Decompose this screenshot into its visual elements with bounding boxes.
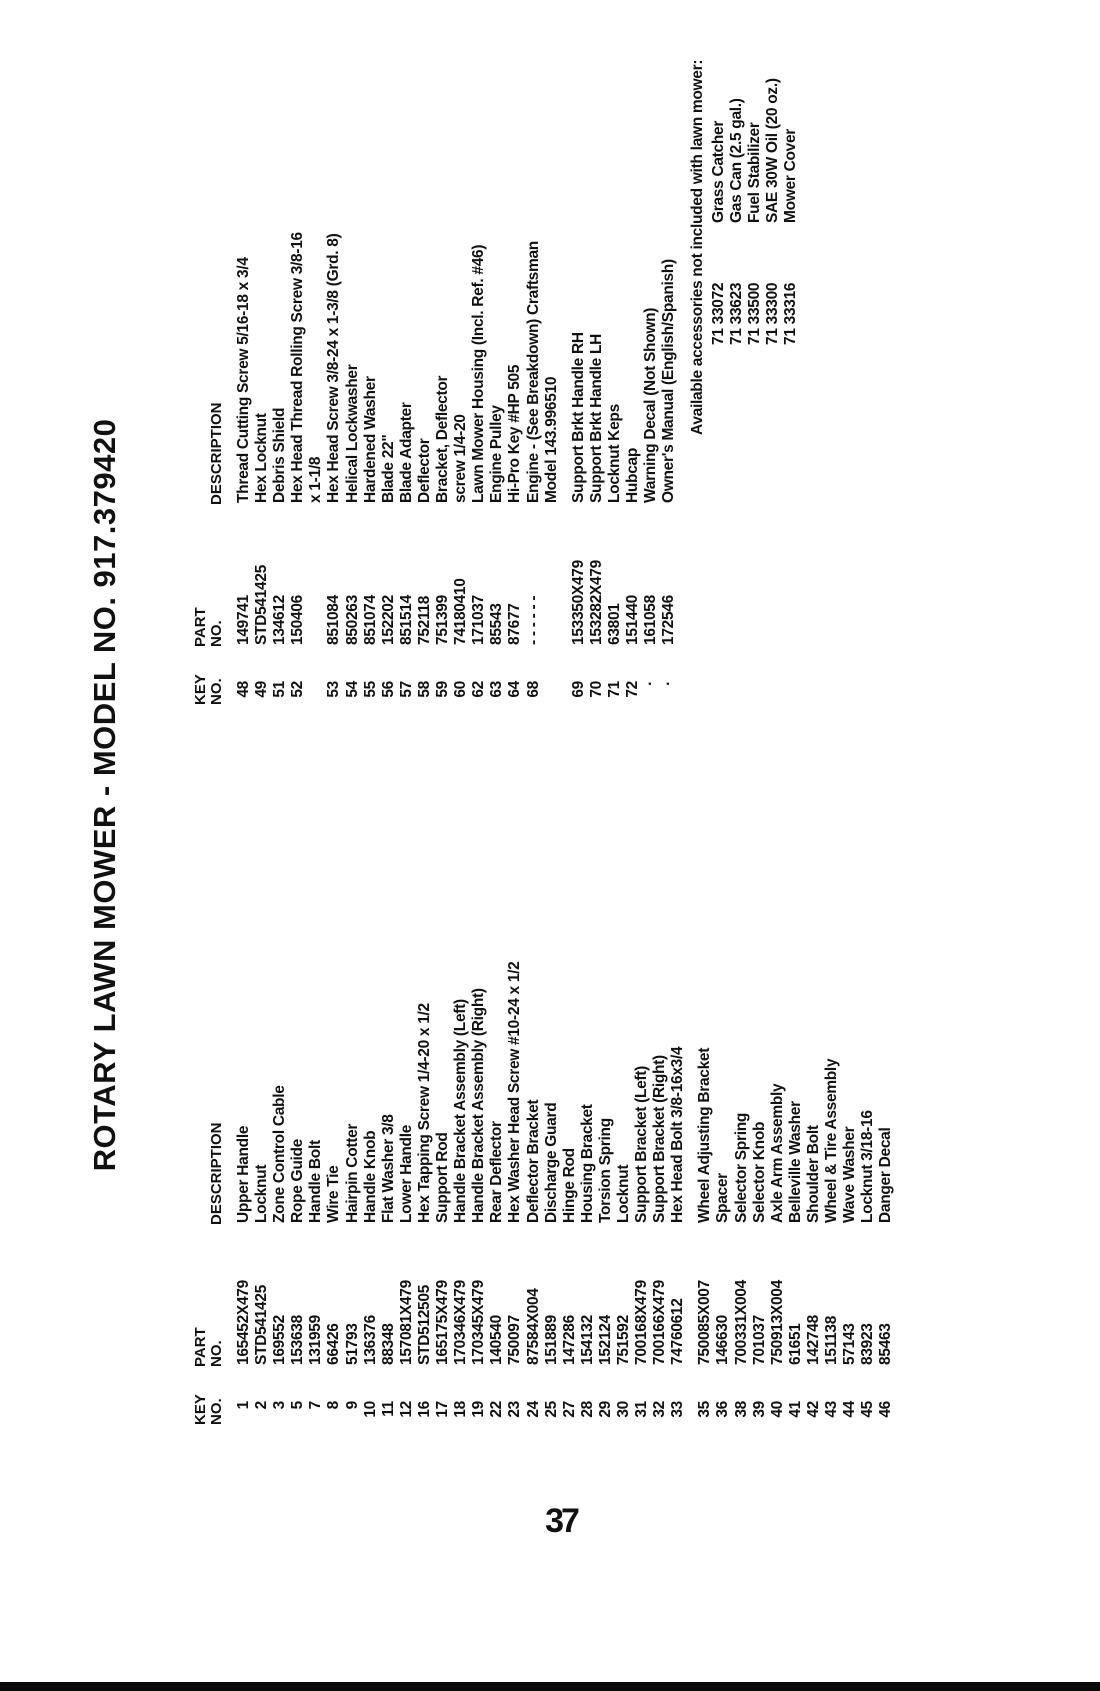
description: Owner's Manual (English/Spanish) — [660, 259, 678, 503]
description: Locknut — [253, 1164, 271, 1223]
part-no: 172546 — [660, 595, 678, 645]
part-no: 169552 — [271, 1315, 289, 1365]
part-no: 851074 — [361, 595, 379, 645]
part-no: 142748 — [804, 1315, 822, 1365]
key-no: 19 — [470, 1401, 488, 1418]
description: Axle Arm Assembly — [768, 1083, 786, 1223]
description: Thread Cutting Screw 5/16-18 x 3/4 — [235, 257, 252, 503]
key-no: 70 — [587, 681, 605, 698]
part-no: 700331X004 — [732, 1280, 750, 1365]
part-no: 74180410 — [452, 578, 470, 645]
description: Lawn Mower Housing (Incl. Ref. #46) — [470, 244, 488, 503]
accessory-description: Mower Cover — [782, 128, 800, 223]
description: Hex Washer Head Screw #10-24 x 1/2 — [506, 961, 524, 1223]
accessory-description: Grass Catcher — [710, 120, 727, 223]
key-no: 32 — [651, 1401, 669, 1418]
part-no: 87677 — [506, 603, 524, 645]
key-no: 42 — [804, 1401, 822, 1418]
accessories-note: Available accessories not included with lawn mower: — [689, 59, 706, 435]
part-no: 87584X004 — [524, 1288, 542, 1365]
left-part-no-header — [193, 1327, 225, 1367]
left-key-no-header — [193, 1394, 225, 1425]
key-no: 58 — [415, 681, 433, 698]
key-no: 11 — [379, 1401, 397, 1417]
key-no: 43 — [823, 1401, 840, 1418]
key-no: 16 — [415, 1401, 433, 1418]
bottom-border — [0, 1682, 1100, 1691]
description: Deflector Bracket — [524, 1099, 542, 1223]
key-no: · — [660, 681, 678, 686]
part-no: 66426 — [325, 1323, 343, 1365]
key-no: 49 — [253, 681, 271, 698]
key-no: 8 — [325, 1401, 343, 1410]
part-no: 63801 — [605, 603, 623, 645]
part-no: 151138 — [823, 1315, 840, 1365]
key-no: 24 — [524, 1401, 542, 1418]
description: Bracket, Deflector — [434, 375, 452, 503]
part-no: - - - - - - — [524, 595, 542, 645]
key-no: 33 — [669, 1401, 687, 1418]
part-no: 750085X007 — [696, 1280, 714, 1365]
accessory-description: SAE 30W Oil (20 oz.) — [764, 78, 782, 223]
key-no: 17 — [434, 1401, 452, 1418]
description: Handle Bracket Assembly (Left) — [452, 999, 470, 1223]
description: Hex Head Thread Rolling Screw 3/8-16 — [289, 232, 307, 503]
key-no: 63 — [488, 681, 506, 698]
key-no: 55 — [361, 681, 379, 698]
description: Hinge Rod — [560, 1148, 578, 1223]
key-no: 25 — [542, 1401, 560, 1418]
key-no: 53 — [325, 681, 343, 698]
part-no: 751399 — [434, 595, 452, 645]
description: Torsion Spring — [596, 1118, 614, 1223]
right-part-no-header — [193, 607, 225, 647]
description: Handle Bracket Assembly (Right) — [470, 988, 488, 1223]
description: Wire Tie — [325, 1165, 343, 1223]
part-no: STD512505 — [415, 1284, 433, 1365]
part-no: 152202 — [379, 595, 397, 645]
description: Support Bracket (Right) — [651, 1055, 669, 1223]
description: Discharge Guard — [542, 1102, 560, 1223]
description: Hex Head Bolt 3/8-16x3/4 — [669, 1046, 687, 1223]
part-no: STD541425 — [253, 564, 271, 645]
page-number: 37 — [545, 1502, 577, 1540]
description: Hardened Washer — [361, 376, 379, 503]
part-no: 157081X479 — [397, 1280, 415, 1365]
accessory-part-no: 71 33072 — [710, 282, 727, 345]
header-text: KEY — [192, 674, 209, 705]
description: Locknut Keps — [605, 404, 623, 503]
part-no: 61651 — [786, 1323, 804, 1365]
description: Rear Deflector — [488, 1121, 506, 1223]
description: Hairpin Cotter — [343, 1123, 361, 1223]
description: Locknut — [614, 1164, 632, 1223]
key-no: 9 — [343, 1401, 361, 1410]
description: Spacer — [714, 1173, 732, 1223]
part-no: 170345X479 — [470, 1280, 488, 1365]
accessory-description: Gas Can (2.5 gal.) — [728, 98, 746, 223]
part-no: 57143 — [841, 1323, 859, 1365]
header-text: NO. — [208, 1398, 225, 1425]
description: Model 143.996510 — [542, 376, 560, 503]
part-no: 851084 — [325, 595, 343, 645]
description: Flat Washer 3/8 — [379, 1114, 397, 1223]
accessory-part-no: 71 33623 — [728, 282, 746, 345]
description: Lower Handle — [397, 1124, 415, 1223]
description: screw 1/4-20 — [452, 414, 470, 503]
description: Warning Decal (Not Shown) — [642, 307, 660, 503]
part-no: 153350X479 — [569, 560, 587, 645]
header-text: NO. — [208, 678, 225, 705]
description: Debris Shield — [271, 407, 289, 503]
key-no: 72 — [623, 681, 641, 698]
part-no: 752118 — [415, 595, 433, 645]
part-no: 153638 — [289, 1315, 307, 1365]
description: Selector Spring — [732, 1112, 750, 1223]
description: Support Brkt Handle RH — [569, 332, 587, 503]
key-no: 1 — [235, 1401, 252, 1410]
description: Zone Control Cable — [271, 1085, 289, 1223]
key-no: 38 — [732, 1401, 750, 1418]
accessory-description: Fuel Stabilizer — [746, 122, 764, 223]
part-no: 850263 — [343, 595, 361, 645]
key-no: 23 — [506, 1401, 524, 1418]
part-no: 165175X479 — [434, 1280, 452, 1365]
description: Rope Guide — [289, 1139, 307, 1223]
key-no: 64 — [506, 681, 524, 698]
key-no: 35 — [696, 1401, 714, 1418]
description: Wave Washer — [841, 1126, 859, 1223]
part-no: 136376 — [361, 1315, 379, 1365]
part-no: 750913X004 — [768, 1280, 786, 1365]
part-no: 751592 — [614, 1315, 632, 1365]
key-no: 10 — [361, 1401, 379, 1418]
part-no: 700166X479 — [651, 1280, 669, 1365]
part-no: STD541425 — [253, 1284, 271, 1365]
key-no: 31 — [633, 1401, 651, 1418]
key-no: 68 — [524, 681, 542, 698]
key-no: 51 — [271, 681, 289, 698]
part-no: 154132 — [578, 1315, 596, 1365]
description: Locknut 3/18-16 — [859, 1110, 877, 1223]
description: Engine Pulley — [488, 405, 506, 503]
part-no: 700168X479 — [633, 1280, 651, 1365]
key-no: 12 — [397, 1401, 415, 1418]
accessory-part-no: 71 33316 — [782, 282, 800, 345]
key-no: 59 — [434, 681, 452, 698]
key-no: 57 — [397, 681, 415, 698]
key-no: 3 — [271, 1401, 289, 1410]
part-no: 74760612 — [669, 1298, 687, 1365]
description: Danger Decal — [877, 1127, 895, 1223]
key-no: 60 — [452, 681, 470, 698]
description: Belleville Washer — [786, 1101, 804, 1223]
part-no: 146630 — [714, 1315, 732, 1365]
right-description-header: DESCRIPTION — [208, 402, 225, 505]
part-no: 165452X479 — [235, 1280, 252, 1365]
part-no: 85543 — [488, 603, 506, 645]
part-no: 140540 — [488, 1315, 506, 1365]
description: Engine - (See Breakdown) Craftsman — [524, 241, 542, 503]
description: Wheel Adjusting Bracket — [696, 1047, 714, 1223]
part-no: 170346X479 — [452, 1280, 470, 1365]
page-title: ROTARY LAWN MOWER - MODEL NO. 917.379420 — [87, 418, 122, 1172]
description: Blade Adapter — [397, 402, 415, 503]
part-no: 150406 — [289, 595, 307, 645]
part-no: 151440 — [623, 595, 641, 645]
accessory-part-no: 71 33500 — [746, 282, 764, 345]
key-no: 62 — [470, 681, 488, 698]
key-no: 71 — [605, 681, 623, 698]
part-no: 701037 — [750, 1315, 768, 1365]
part-no: 161058 — [642, 595, 660, 645]
part-no: 51793 — [343, 1323, 361, 1365]
description: Shoulder Bolt — [804, 1125, 822, 1223]
key-no: 29 — [596, 1401, 614, 1418]
part-no: 83923 — [859, 1323, 877, 1365]
key-no: 52 — [289, 681, 307, 698]
part-no: 152124 — [596, 1315, 614, 1365]
description: Deflector — [415, 438, 433, 503]
description: Handle Bolt — [307, 1140, 325, 1223]
left-description-header: DESCRIPTION — [208, 1122, 225, 1225]
right-key-no-header — [193, 674, 225, 705]
key-no: 27 — [560, 1401, 578, 1418]
description: Wheel & Tire Assembly — [823, 1058, 840, 1223]
key-no: 69 — [569, 681, 587, 698]
key-no: 28 — [578, 1401, 596, 1418]
rotated-parts-page — [75, 25, 1015, 1565]
key-no: 54 — [343, 681, 361, 698]
header-text: NO. — [208, 1340, 225, 1367]
key-no: 2 — [253, 1401, 271, 1410]
key-no: 7 — [307, 1401, 325, 1410]
key-no: 30 — [614, 1401, 632, 1418]
description: Housing Bracket — [578, 1104, 596, 1223]
part-no: 151889 — [542, 1315, 560, 1365]
key-no: 22 — [488, 1401, 506, 1418]
header-text: PART — [192, 607, 209, 647]
description: Hex Tapping Screw 1/4-20 x 1/2 — [415, 1003, 433, 1223]
key-no: 39 — [750, 1401, 768, 1418]
key-no: 56 — [379, 681, 397, 698]
key-no: 41 — [786, 1401, 804, 1418]
key-no: 45 — [859, 1401, 877, 1418]
header-text: KEY — [192, 1394, 209, 1425]
part-no: 131959 — [307, 1315, 325, 1365]
part-no: 171037 — [470, 595, 488, 645]
key-no: 48 — [235, 681, 252, 698]
description: Blade 22" — [379, 434, 397, 503]
header-text: NO. — [208, 620, 225, 647]
key-no: 46 — [877, 1401, 895, 1418]
part-no: 153282X479 — [587, 560, 605, 645]
description: Support Brkt Handle LH — [587, 333, 605, 503]
description: x 1-1/8 — [307, 456, 325, 503]
part-no: 149741 — [235, 595, 252, 645]
key-no: 18 — [452, 1401, 470, 1418]
description: Hex Locknut — [253, 413, 271, 503]
description: Helical Lockwasher — [343, 364, 361, 503]
key-no: 44 — [841, 1401, 859, 1418]
part-no: 85463 — [877, 1323, 895, 1365]
description: Support Rod — [434, 1132, 452, 1223]
part-no: 88348 — [379, 1323, 397, 1365]
key-no: 5 — [289, 1401, 307, 1410]
description: Hex Head Screw 3/8-24 x 1-3/8 (Grd. 8) — [325, 233, 343, 503]
accessory-part-no: 71 33300 — [764, 282, 782, 345]
header-text: PART — [192, 1327, 209, 1367]
key-no: 40 — [768, 1401, 786, 1418]
description: Handle Knob — [361, 1130, 379, 1223]
part-no: 851514 — [397, 595, 415, 645]
description: Upper Handle — [235, 1125, 252, 1223]
key-no: · — [642, 681, 660, 686]
description: Hubcap — [623, 447, 641, 503]
key-no: 36 — [714, 1401, 732, 1418]
part-no: 134612 — [271, 595, 289, 645]
part-no: 750097 — [506, 1315, 524, 1365]
part-no: 147286 — [560, 1315, 578, 1365]
description: Hi-Pro Key #HP 505 — [506, 364, 524, 503]
description: Selector Knob — [750, 1121, 768, 1223]
description: Support Bracket (Left) — [633, 1065, 651, 1223]
